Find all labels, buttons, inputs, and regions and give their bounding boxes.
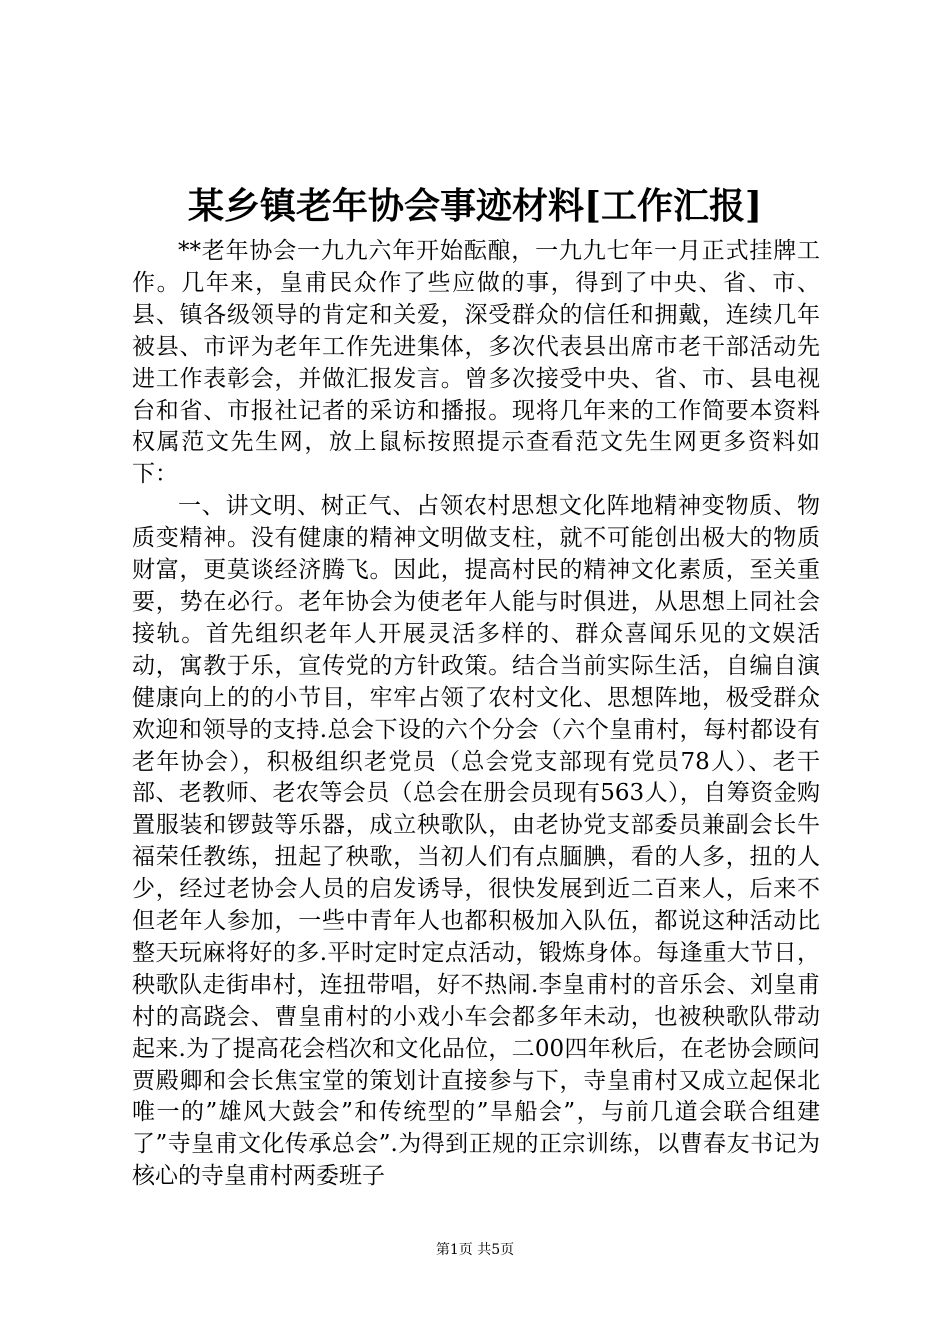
page-number: 第1页 共5页 [435,1242,515,1258]
paragraph-intro: **老年协会一九九六年开始酝酿，一九九七年一月正式挂牌工作。几年来，皇甫民众作了些应做的事，得到了中央、省、市、县、镇各级领导的肯定和关爱，深受群众的信任和拥戴，连续几年被县、市评为老年工作先进集体，多次代表县出席市老干部活动先进工作表彰会，并做汇报发言。曾多次接受中央、省、市、县电视台和省、市报社记者的采访和播报。现将几年来的工作简要本资料权属范文先生网，放上鼠标按照提示查看范文先生网更多资料如下： [132,238,820,488]
document-title: 某乡镇老年协会事迹材料[工作汇报] [187,185,763,227]
document-body [132,236,820,1193]
paragraph-section-one: 一、讲文明、树正气、占领农村思想文化阵地精神变物质、物质变精神。没有健康的精神文明做支柱，就不可能创出极大的物质财富，更莫谈经济腾飞。因此，提高村民的精神文化素质，至关重要，势在必行。老年协会为使老年人能与时俱进，从思想上同社会接轨。首先组织老年人开展灵活多样的、群众喜闻乐见的文娱活动，寓教于乐，宣传党的方针政策。结合当前实际生活，自编自演健康向上的的小节目，牢牢占领了农村文化、思想阵地，极受群众欢迎和领导的支持.总会下设的六个分会（六个皇甫村，每村都设有老年协会），积极组织老党员（总会党支部现有党员78人）、老干部、老教师、老农等会员（总会在册会员现有563人），自筹资金购置服装和锣鼓等乐器，成立秧歌队，由老协党支部委员兼副会长牛福荣任教练，扭起了秧歌，当初人们有点腼腆，看的人多，扭的人少，经过老协会人员的启发诱导，很快发展到近二百来人，后来不但老年人参加，一些中青年人也都积极加入队伍，都说这种活动比整天玩麻将好的多.平时定时定点活动，锻炼身体。每逢重大节日，秧歌队走街串村，连扭带唱，好不热闹.李皇甫村的音乐会、刘皇甫村的高跷会、曹皇甫村的小戏小车会都多年未动，也被秧歌队带动起来.为了提高花会档次和文化品位，二00四年秋后，在老协会顾问贾殿卿和会长焦宝堂的策划计直接参与下，寺皇甫村又成立起保北唯一的”雄风大鼓会”和传统型的”旱船会”，与前几道会联合组建了”寺皇甫文化传承总会”.为得到正规的正宗训练，以曹春友书记为核心的寺皇甫村两委班子 [132,493,820,1190]
